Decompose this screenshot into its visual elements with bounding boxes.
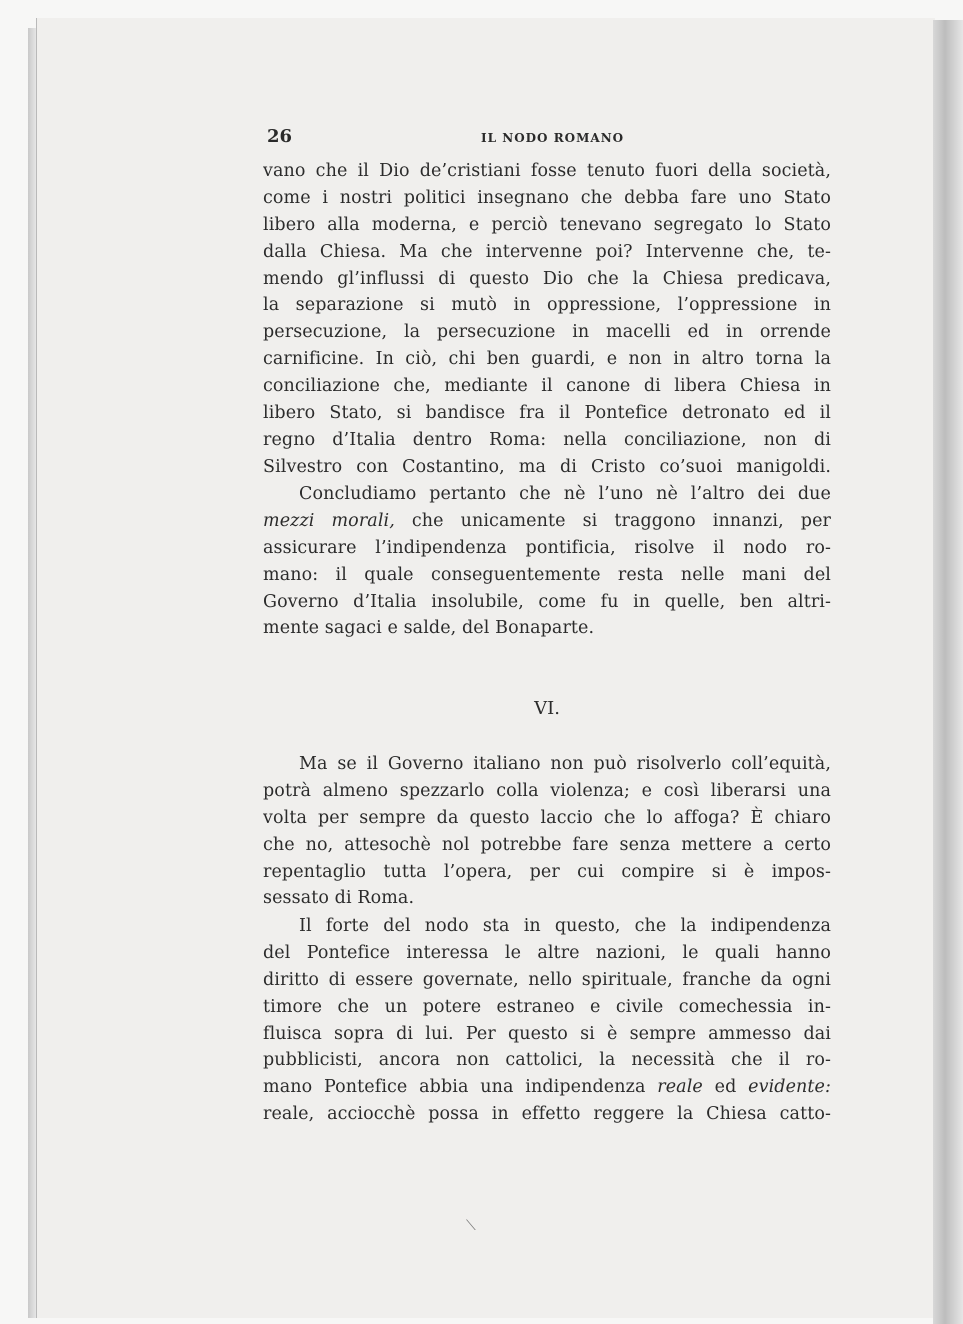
text-line: Governo d’Italia insolubile, come fu in quelle, ben altri- [263, 591, 831, 612]
text-line: la separazione si mutò in oppressione, l’oppressione in [263, 295, 831, 316]
text-line: volta per sempre da questo laccio che lo affoga? È chiaro [263, 807, 831, 828]
italic-phrase: mezzi morali, [263, 510, 395, 531]
text-line: Il forte del nodo sta in questo, che la indipendenza [299, 916, 831, 936]
paragraph-concludiamo [263, 481, 831, 642]
text-line: regno d’Italia dentro Roma: nella conciliazione, non di [263, 429, 831, 450]
text-line: carnificine. In ciò, chi ben guardi, e non in altro torna la [263, 349, 831, 370]
text-line: mano: il quale conseguentemente resta nelle mani del [263, 564, 831, 585]
text-line [263, 508, 831, 535]
italic-word: evidente: [748, 1077, 831, 1098]
italic-word: reale [657, 1077, 703, 1098]
paragraph-continuation [263, 158, 831, 481]
text-line: libero Stato, si bandisce fra il Pontefice detronato ed il [263, 403, 831, 424]
text-line: repentaglio tutta l’opera, per cui compire si è impos- [263, 861, 831, 882]
text-line: dalla Chiesa. Ma che intervenne poi? Intervenne che, te- [263, 241, 831, 262]
section-heading: VI. [534, 698, 560, 719]
paragraph-ma-se [263, 751, 831, 912]
text-line: timore che un potere estraneo e civile comechessia in- [263, 996, 831, 1017]
text-line: persecuzione, la persecuzione in macelli ed in orrende [263, 322, 831, 343]
text-line: che no, attesochè nol potrebbe fare senza mettere a certo [263, 834, 831, 855]
text-line: mente sagaci e salde, del Bonaparte. [263, 618, 595, 639]
text-line: pubblicisti, ancora non cattolici, la necessità che il ro- [263, 1050, 831, 1071]
right-page-edge [933, 20, 963, 1324]
text-line: Silvestro con Costantino, ma di Cristo co’suoi manigoldi. [263, 456, 831, 477]
text-line: Ma se il Governo italiano non può risolverlo coll’equità, [299, 754, 831, 774]
text-line: del Pontefice interessa le altre nazioni, le quali hanno [263, 942, 831, 963]
text-line: libero alla moderna, e perciò tenevano segregato lo Stato [263, 214, 831, 235]
running-title: IL NODO ROMANO [481, 131, 625, 145]
text-line: fluisca sopra di lui. Per questo si è sempre ammesso dai [263, 1023, 831, 1044]
text-line: potrà almeno spezzarlo colla violenza; e così liberarsi una [263, 780, 831, 801]
page-header [265, 126, 830, 150]
text-span: mano Pontefice abbia una indipendenza [263, 1077, 658, 1098]
text-line: assicurare l’indipendenza pontificia, risolve il nodo ro- [263, 537, 831, 558]
text-line: come i nostri politici insegnano che debba fare uno Stato [263, 187, 831, 208]
text-line: mendo gl’influssi di questo Dio che la Chiesa predicava, [263, 268, 831, 289]
ink-speck: ⟍ [466, 1218, 476, 1234]
text-line: diritto di essere governate, nello spirituale, franche da ogni [263, 969, 831, 990]
text-line: vano che il Dio de’cristiani fosse tenuto fuori della società, [263, 161, 831, 181]
text-line: Concludiamo pertanto che nè l’uno nè l’altro dei due [299, 484, 831, 504]
text-line: sessato di Roma. [263, 888, 415, 909]
page-number: 26 [267, 126, 293, 147]
text-span: che unicamente si traggono innanzi, per [394, 510, 831, 531]
text-line [263, 1074, 831, 1101]
text-span: ed [702, 1077, 749, 1098]
text-line: reale, acciocchè possa in effetto reggere la Chiesa catto- [263, 1104, 831, 1125]
text-line: conciliazione che, mediante il canone di libera Chiesa in [263, 376, 831, 397]
paragraph-il-forte [263, 913, 831, 1128]
